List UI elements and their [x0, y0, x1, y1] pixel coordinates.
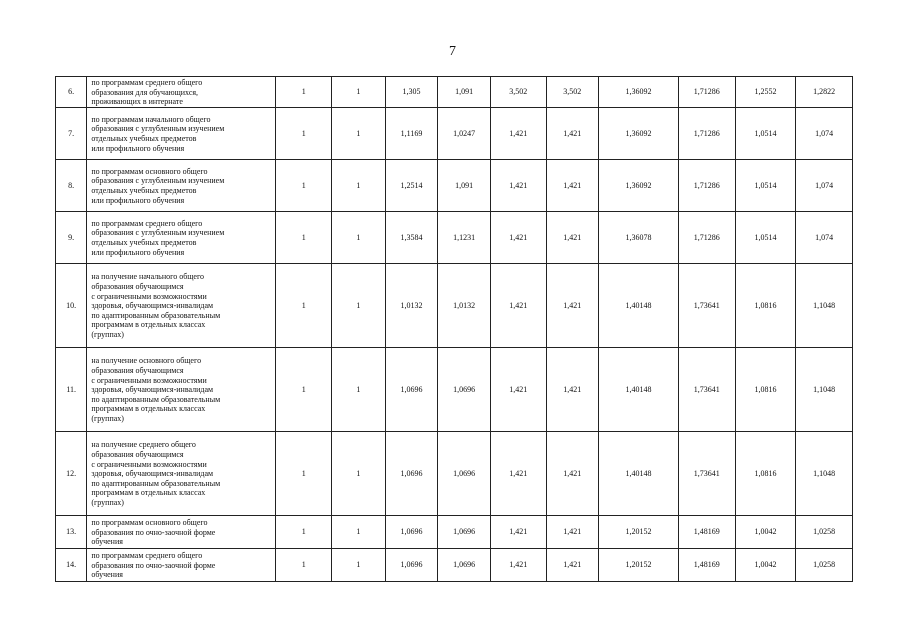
- row-description: [87, 549, 276, 582]
- description-line: по адаптированным образовательным: [91, 478, 221, 488]
- value-cell: 1,0696: [385, 549, 438, 582]
- value-cell: 1,71286: [678, 160, 735, 212]
- value-cell: 3,502: [546, 77, 599, 108]
- value-cell: 1,1048: [796, 264, 853, 348]
- description-line: программам в отдельных классах: [91, 488, 206, 498]
- description-line: отдельных учебных предметов: [91, 238, 197, 247]
- table-row: [56, 264, 853, 348]
- description-line: образования обучающимся: [91, 450, 184, 460]
- description-line: здоровья, обучающимся-инвалидам: [91, 301, 214, 311]
- value-cell: 3,502: [490, 77, 546, 108]
- row-description: [87, 77, 276, 108]
- value-cell: 1,421: [546, 549, 599, 582]
- value-cell: 1,421: [490, 549, 546, 582]
- value-cell: 1,0696: [438, 516, 491, 549]
- row-number: 14.: [56, 549, 87, 582]
- value-cell: 1: [276, 264, 332, 348]
- value-cell: 1: [276, 348, 332, 432]
- description-line: образования с углубленным изучением: [91, 124, 225, 134]
- description-line: с ограниченными возможностями: [91, 375, 207, 385]
- description-line: проживающих в интернате: [91, 97, 183, 107]
- value-cell: 1,36092: [599, 108, 679, 160]
- value-cell: 1: [332, 432, 386, 516]
- value-cell: 1,0514: [735, 160, 796, 212]
- value-cell: 1,421: [546, 432, 599, 516]
- value-cell: 1,36092: [599, 160, 679, 212]
- description-line: по программам начального общего: [91, 114, 211, 124]
- value-cell: 1: [276, 432, 332, 516]
- value-cell: 1,0514: [735, 212, 796, 264]
- value-cell: 1: [276, 77, 332, 108]
- row-number: 9.: [56, 212, 87, 264]
- row-number: 12.: [56, 432, 87, 516]
- description-line: обучения: [91, 570, 123, 580]
- description-line: по программам основного общего: [91, 166, 208, 176]
- value-cell: 1,1048: [796, 348, 853, 432]
- description-line: здоровья, обучающимся-инвалидам: [91, 385, 214, 395]
- description-line: на получение начального общего: [91, 272, 205, 282]
- value-cell: 1,71286: [678, 212, 735, 264]
- table-row: [56, 516, 853, 549]
- value-cell: 1,305: [385, 77, 438, 108]
- row-number: 6.: [56, 77, 87, 108]
- row-description: [87, 160, 276, 212]
- description-line: отдельных учебных предметов: [91, 134, 197, 143]
- row-number: 7.: [56, 108, 87, 160]
- value-cell: 1,73641: [678, 264, 735, 348]
- value-cell: 1,40148: [599, 348, 679, 432]
- value-cell: 1,73641: [678, 348, 735, 432]
- value-cell: 1,0696: [385, 516, 438, 549]
- description-line: (группах): [91, 497, 124, 507]
- description-line: по адаптированным образовательным: [91, 394, 221, 404]
- value-cell: 1,421: [490, 108, 546, 160]
- description-line: образования с углубленным изучением: [91, 176, 225, 186]
- description-line: или профильного обучения: [91, 143, 185, 153]
- value-cell: 1,40148: [599, 264, 679, 348]
- description-line: отдельных учебных предметов: [91, 186, 197, 195]
- row-number: 13.: [56, 516, 87, 549]
- value-cell: 1,0258: [796, 516, 853, 549]
- value-cell: 1,421: [490, 212, 546, 264]
- table-row: [56, 77, 853, 108]
- value-cell: 1,0132: [385, 264, 438, 348]
- value-cell: 1,1048: [796, 432, 853, 516]
- value-cell: 1,1231: [438, 212, 491, 264]
- value-cell: 1: [276, 212, 332, 264]
- table-row: [56, 160, 853, 212]
- value-cell: 1,36092: [599, 77, 679, 108]
- value-cell: 1,0132: [438, 264, 491, 348]
- row-description: [87, 432, 276, 516]
- value-cell: 1,421: [546, 348, 599, 432]
- description-line: по программам среднего общего: [91, 218, 203, 228]
- value-cell: 1,074: [796, 160, 853, 212]
- row-description: [87, 516, 276, 549]
- value-cell: 1,71286: [678, 77, 735, 108]
- description-line: (группах): [91, 329, 124, 339]
- value-cell: 1: [332, 348, 386, 432]
- value-cell: 1,421: [490, 432, 546, 516]
- value-cell: 1,074: [796, 108, 853, 160]
- description-line: обучения: [91, 537, 123, 547]
- row-description: [87, 348, 276, 432]
- description-line: или профильного обучения: [91, 247, 185, 257]
- value-cell: 1,421: [490, 264, 546, 348]
- value-cell: 1,2514: [385, 160, 438, 212]
- value-cell: 1,0514: [735, 108, 796, 160]
- table-row: [56, 432, 853, 516]
- description-line: по адаптированным образовательным: [91, 310, 221, 320]
- description-line: по программам среднего общего: [91, 551, 203, 561]
- value-cell: 1: [332, 516, 386, 549]
- value-cell: 1,421: [490, 348, 546, 432]
- value-cell: 1: [332, 160, 386, 212]
- description-line: образования по очно-заочной форме: [91, 560, 216, 570]
- row-description: [87, 212, 276, 264]
- value-cell: 1: [332, 212, 386, 264]
- value-cell: 1,0816: [735, 348, 796, 432]
- value-cell: 1: [276, 516, 332, 549]
- row-number: 11.: [56, 348, 87, 432]
- value-cell: 1: [332, 77, 386, 108]
- value-cell: 1,36078: [599, 212, 679, 264]
- value-cell: 1,0247: [438, 108, 491, 160]
- value-cell: 1: [332, 264, 386, 348]
- value-cell: 1,421: [546, 108, 599, 160]
- description-line: по программам среднего общего: [91, 78, 203, 88]
- description-line: программам в отдельных классах: [91, 404, 206, 414]
- value-cell: 1,73641: [678, 432, 735, 516]
- description-line: образования по очно-заочной форме: [91, 527, 216, 537]
- value-cell: 1,0816: [735, 432, 796, 516]
- description-line: на получение среднего общего: [91, 440, 196, 450]
- table-row: [56, 108, 853, 160]
- value-cell: 1,091: [438, 77, 491, 108]
- table-row: [56, 348, 853, 432]
- description-line: программам в отдельных классах: [91, 320, 206, 330]
- description-line: на получение основного общего: [91, 356, 202, 366]
- value-cell: 1,0042: [735, 516, 796, 549]
- value-cell: 1,48169: [678, 516, 735, 549]
- page-number: 7: [449, 44, 456, 59]
- row-number: 8.: [56, 160, 87, 212]
- value-cell: 1,091: [438, 160, 491, 212]
- value-cell: 1,0258: [796, 549, 853, 582]
- value-cell: 1,48169: [678, 549, 735, 582]
- description-line: (группах): [91, 413, 124, 423]
- description-line: образования для обучающихся,: [91, 87, 199, 97]
- description-line: или профильного обучения: [91, 195, 185, 205]
- value-cell: 1: [276, 108, 332, 160]
- value-cell: 1,421: [546, 212, 599, 264]
- table-row: [56, 212, 853, 264]
- value-cell: 1,074: [796, 212, 853, 264]
- value-cell: 1: [276, 549, 332, 582]
- row-number: 10.: [56, 264, 87, 348]
- value-cell: 1,421: [490, 160, 546, 212]
- description-line: образования обучающимся: [91, 366, 184, 376]
- value-cell: 1,71286: [678, 108, 735, 160]
- value-cell: 1: [332, 108, 386, 160]
- description-line: с ограниченными возможностями: [91, 291, 207, 301]
- value-cell: 1,20152: [599, 549, 679, 582]
- description-line: здоровья, обучающимся-инвалидам: [91, 469, 214, 479]
- value-cell: 1,0696: [438, 432, 491, 516]
- value-cell: 1,1169: [385, 108, 438, 160]
- value-cell: 1,0696: [385, 432, 438, 516]
- value-cell: 1,0696: [438, 348, 491, 432]
- value-cell: 1,421: [546, 264, 599, 348]
- value-cell: 1,0816: [735, 264, 796, 348]
- description-line: образования обучающимся: [91, 282, 184, 292]
- description-line: по программам основного общего: [91, 518, 208, 528]
- value-cell: 1,421: [546, 160, 599, 212]
- value-cell: 1,421: [546, 516, 599, 549]
- value-cell: 1,20152: [599, 516, 679, 549]
- value-cell: 1,2552: [735, 77, 796, 108]
- value-cell: 1,0696: [385, 348, 438, 432]
- value-cell: 1,0042: [735, 549, 796, 582]
- value-cell: 1,421: [490, 516, 546, 549]
- value-cell: 1,3584: [385, 212, 438, 264]
- value-cell: 1: [276, 160, 332, 212]
- table-row: [56, 549, 853, 582]
- row-description: [87, 264, 276, 348]
- description-line: образования с углубленным изучением: [91, 228, 225, 238]
- coefficients-table: [55, 76, 853, 582]
- row-description: [87, 108, 276, 160]
- value-cell: 1,40148: [599, 432, 679, 516]
- value-cell: 1,2822: [796, 77, 853, 108]
- value-cell: 1,0696: [438, 549, 491, 582]
- description-line: с ограниченными возможностями: [91, 459, 207, 469]
- value-cell: 1: [332, 549, 386, 582]
